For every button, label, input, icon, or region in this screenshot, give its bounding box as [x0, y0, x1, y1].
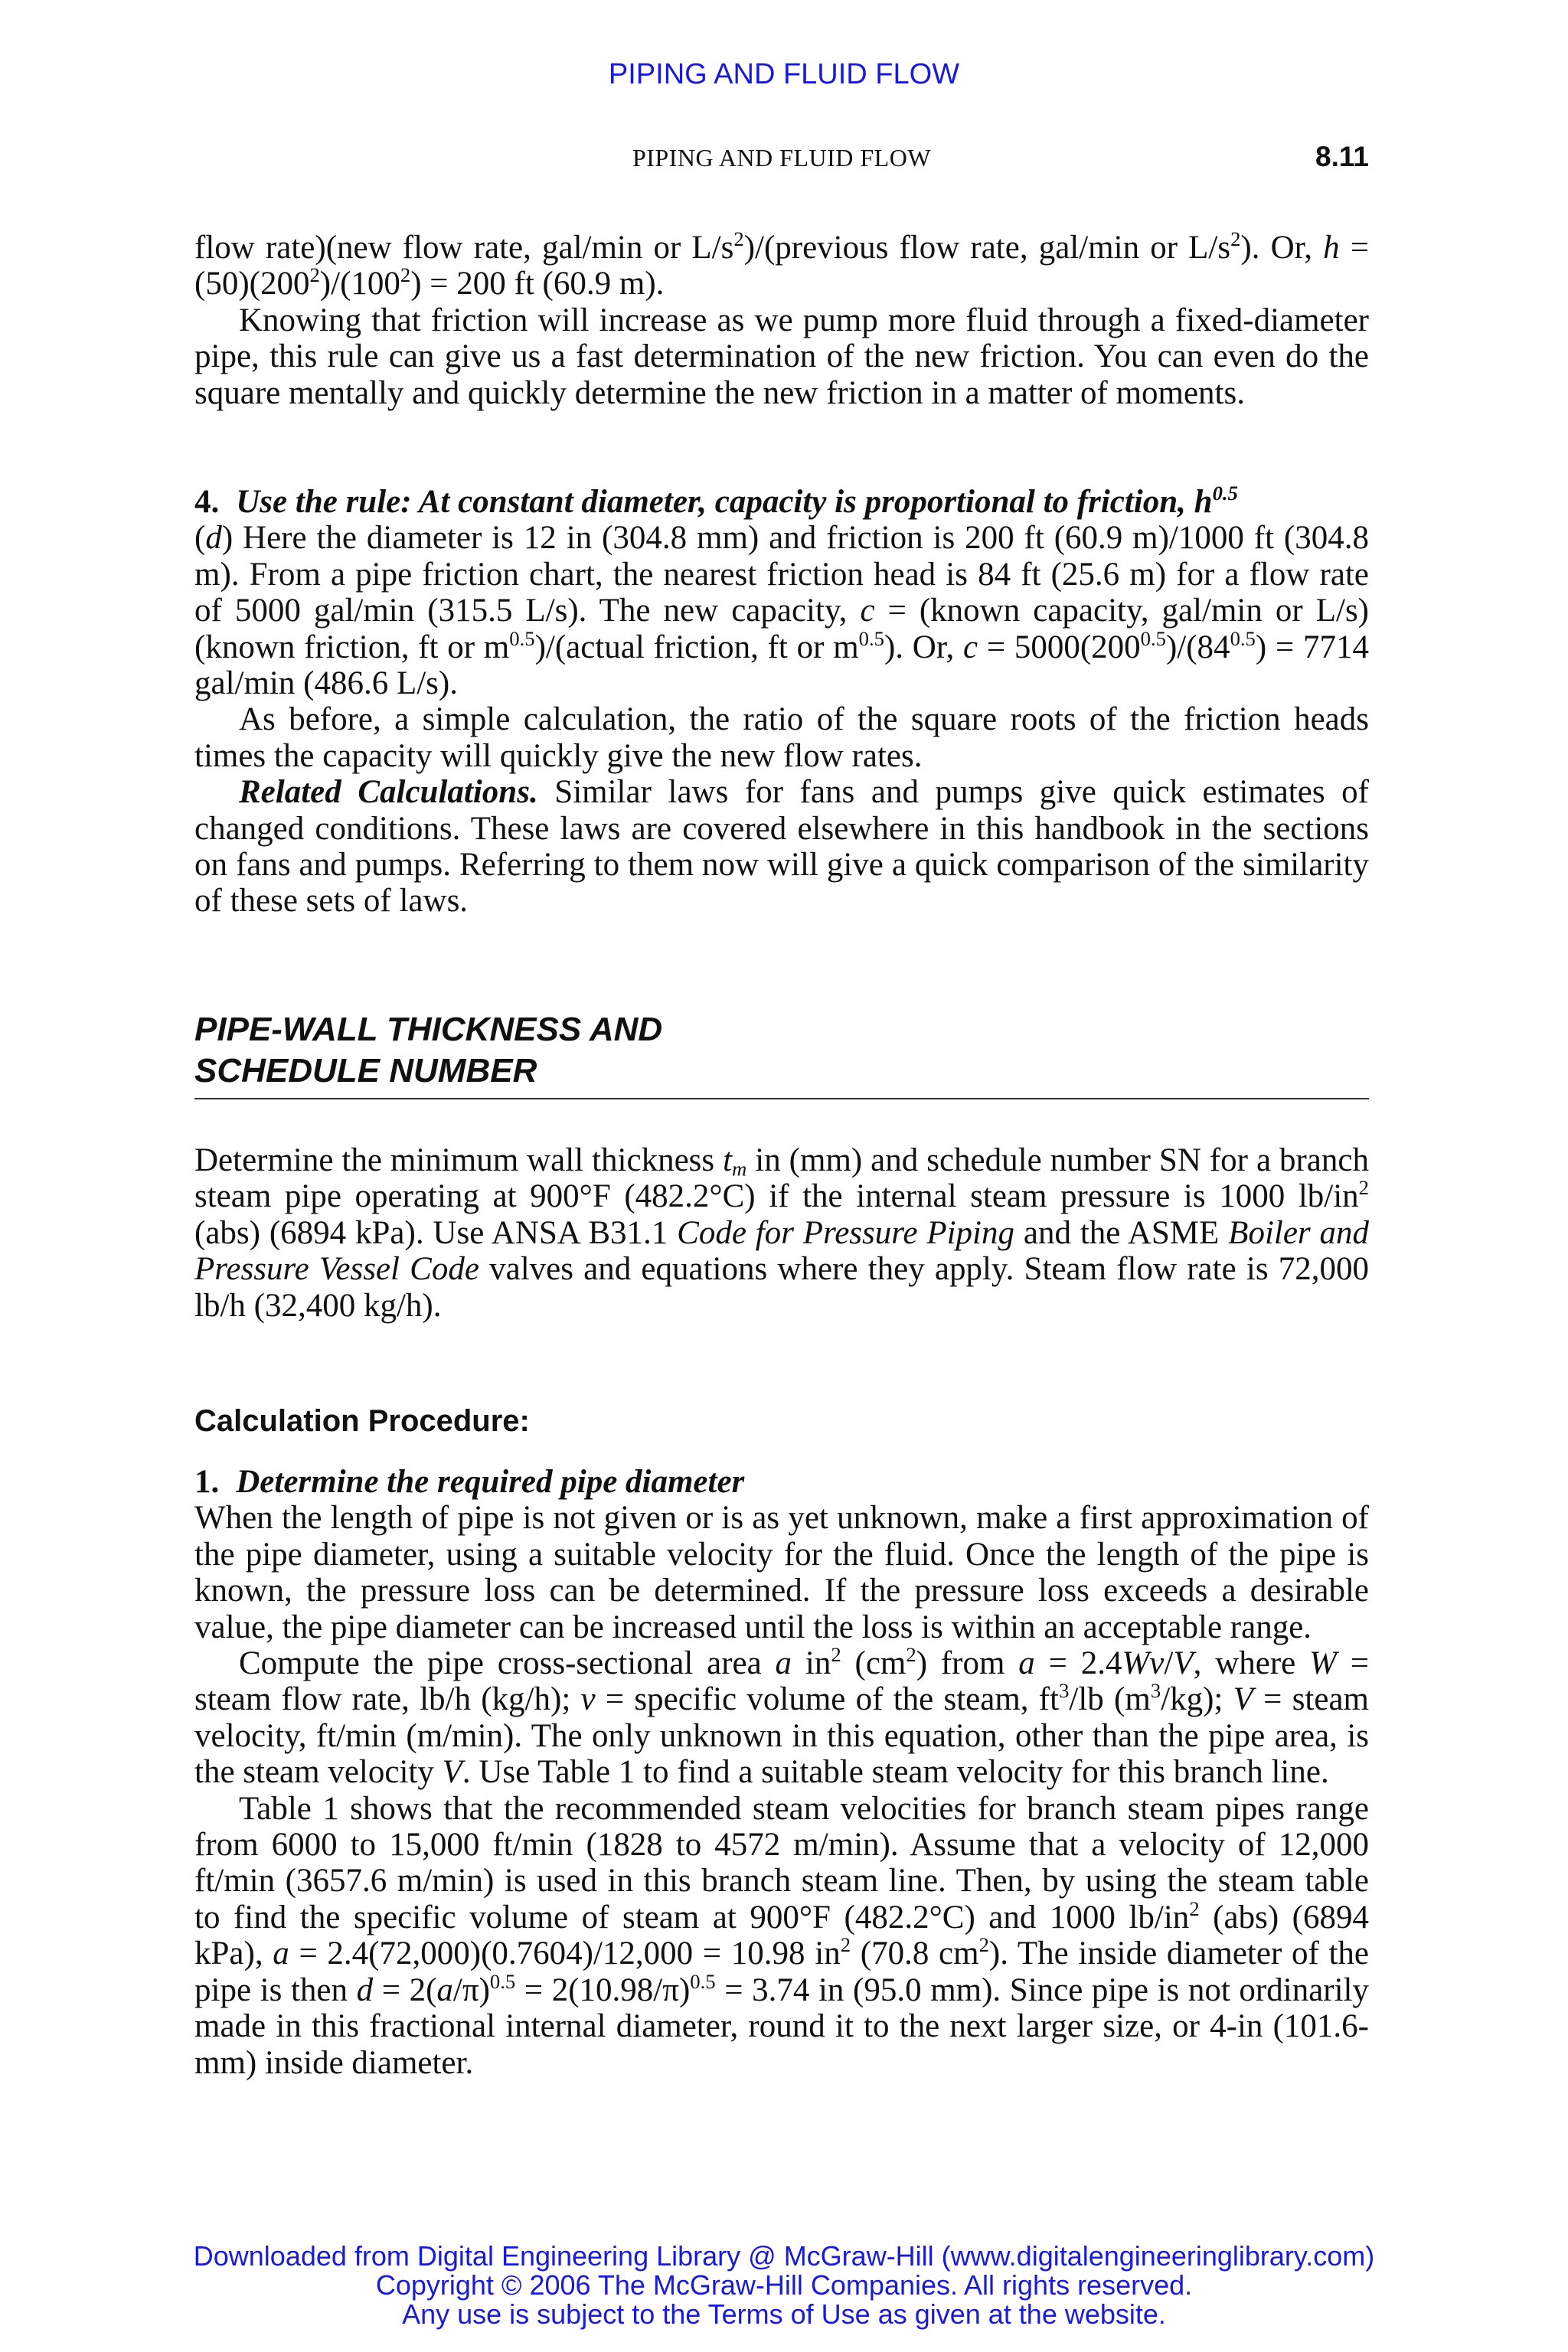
step-1-text: When the length of pipe is not given or is as yet unknown, make a first approximation of the pipe diameter, using a suitable velocity for the fluid. Once the length of the pipe is known, the pressure loss can be determined. If the pressure loss exceeds a desirable value, the pipe diameter can be increased until the loss is within an acceptable range.	[194, 1500, 1369, 1645]
step-4-text: (d) Here the diameter is 12 in (304.8 mm) and friction is 200 ft (60.9 m)/1000 ft (304.8 m). From a pipe friction chart, the nearest friction head is 84 ft (25.6 m) for a flow rate of 5000 gal/min (315.5 L/s). The new capacity, c = (known capacity, gal/min or L/s)(known friction, ft or $m^{0.5})/(actual$ friction, ft or $m^{0.5}$). Or, $c = 5000(200^{0.5})/(84^{0.5}) = 7714$ gal/min (486.6 L/s).	[194, 520, 1369, 702]
section-heading: PIPE-WALL THICKNESS AND SCHEDULE NUMBER	[194, 1011, 663, 1089]
footer-terms-link[interactable]: Any use is subject to the Terms of Use as given at the website.	[402, 2298, 1166, 2330]
step-1-block	[194, 1464, 1369, 2081]
paragraph-compute-area: Compute the pipe cross-sectional area a $in^2$ $(cm^2)$ from a = 2.4Wv/V, where W = steam flow rate, lb/h (kg/h); v = specific volume of the steam, $ft^3/lb$ $(m^3/kg)$; V = steam velocity, ft/min (m/min). The only unknown in this equation, other than the pipe area, is the steam velocity V. Use Table 1 to find a suitable steam velocity for this branch line.	[194, 1643, 1370, 1791]
paragraph-as-before: As before, a simple calculation, the ratio of the square roots of the friction heads times the capacity will quickly give the new flow rates.	[194, 701, 1369, 774]
running-head	[194, 141, 1369, 179]
problem-statement: Determine the minimum wall thickness $t_m$ in (mm) and schedule number SN for a branch steam pipe operating at 900°F (482.2°C) if the internal steam pressure is 1000 $lb/in^2$ (abs) (6894 kPa). Use ANSA B31.1 Code for Pressure Piping and the ASME Boiler and Pressure Vessel Code valves and equations where they apply. Steam flow rate is 72,000 lb/h (32,400 kg/h).	[194, 1142, 1370, 1324]
paragraph-continued: flow rate)(new flow rate, gal/min or $L/s^2)/(previous$ flow rate, gal/min or $L/s^2$). Or, $h = (50)(200^2)/(100^2) = 200$ ft (60.9 m).	[194, 227, 1369, 302]
top-title-link[interactable]: PIPING AND FLUID FLOW	[608, 58, 960, 90]
footer-download-link[interactable]: Downloaded from Digital Engineering Library @ McGraw-Hill (www.digitalengineeringlibrary.com)	[193, 2240, 1375, 2272]
body-block-1	[194, 227, 1369, 411]
section-divider	[194, 1098, 1369, 1099]
related-calculations: Related Calculations. Similar laws for fans and pumps give quick estimates of changed conditions. These laws are covered elsewhere in this handbook in the sections on fans and pumps. Referring to them now will give a quick comparison of the similarity of these sets of laws.	[194, 774, 1369, 920]
calculation-procedure-heading: Calculation Procedure:	[194, 1404, 530, 1438]
step-1-heading: 1. Determine the required pipe diameter	[194, 1464, 745, 1500]
step-4-block	[194, 484, 1369, 920]
page-number: 8.11	[1315, 141, 1369, 172]
paragraph-table-1: Table 1 shows that the recommended steam velocities for branch steam pipes range from 6000 to 15,000 ft/min (1828 to 4572 m/min). Assume that a velocity of 12,000 ft/min (3657.6 m/min) is used in this branch steam line. Then, by using the steam table to find the specific volume of steam at 900°F (482.2°C) and 1000 $lb/in^2$ (abs) (6894 kPa), a = 2.4(72,000)(0.7604)/12,000 = 10.98 $in^2$ (70.8 $cm^2$). The inside diameter of the pipe is then $d = 2(a/\pi)^{0.5} = 2(10.98/\pi)^{0.5} = 3.74$ in (95.0 mm). Since pipe is not ordinarily made in this fractional internal diameter, round it to the next larger size, or 4-in (101.6-mm) inside diameter.	[194, 1790, 1370, 2081]
step-4-heading: 4. Use the rule: At constant diameter, capacity is proportional to friction, $h^{0.5}$	[194, 482, 1238, 520]
footer-links	[0, 2242, 1568, 2329]
paragraph-friction: Knowing that friction will increase as we pump more fluid through a fixed-diameter pipe, this rule can give us a fast determination of the new friction. You can even do the square mentally and quickly determine the new friction in a matter of moments.	[194, 302, 1369, 411]
running-head-title: PIPING AND FLUID FLOW	[632, 144, 932, 172]
footer-copyright-link[interactable]: Copyright © 2006 The McGraw-Hill Companies. All rights reserved.	[375, 2269, 1193, 2301]
